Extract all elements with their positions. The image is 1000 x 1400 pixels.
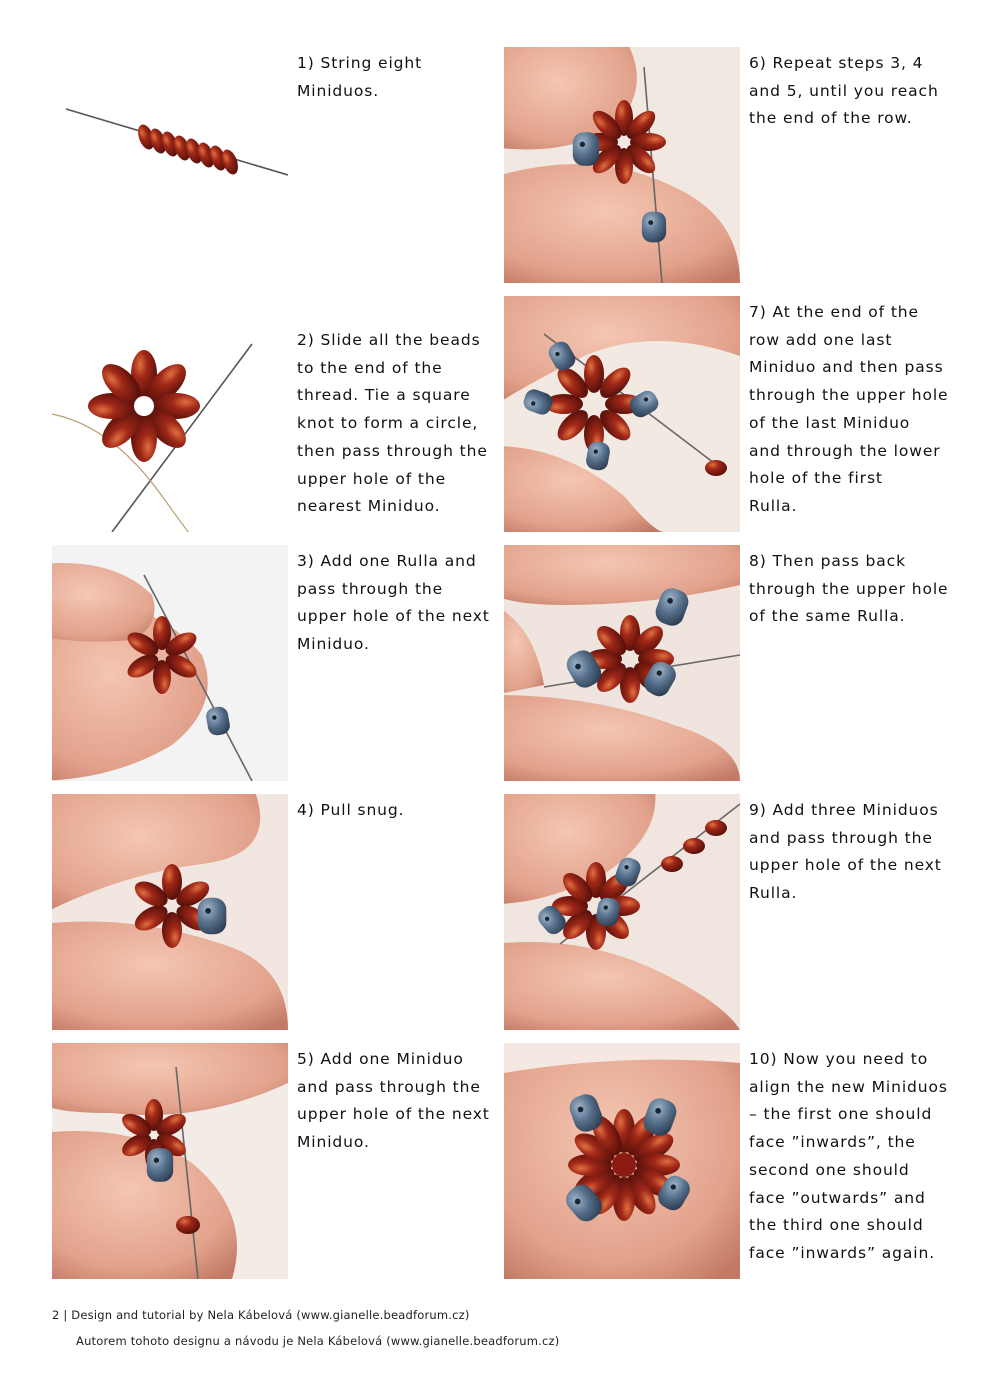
step-5-photo	[52, 1043, 288, 1279]
step-10-text: 10) Now you need to align the new Miniduos – the first one should face ”inwards”, the second one should face ”outwards” and the third one should face ”inwards” again.	[749, 1050, 948, 1262]
footer-credit: 2 | Design and tutorial by Nela Kábelová (www.gianelle.beadforum.cz)	[52, 1308, 470, 1322]
step-1-photo	[52, 47, 288, 283]
step-3-photo	[52, 545, 288, 781]
step-6-photo	[504, 47, 740, 283]
step-2-photo	[52, 296, 288, 532]
step-9-text: 9) Add three Miniduos and pass through the upper hole of the next Rulla.	[749, 801, 942, 903]
step-9-photo	[504, 794, 740, 1030]
step-10-photo	[504, 1043, 740, 1279]
step-4-text: 4) Pull snug.	[297, 801, 405, 819]
step-4-photo	[52, 794, 288, 1030]
step-2-text: 2) Slide all the beads to the end of the thread. Tie a square knot to form a circle, then pass through the upper hole of the nearest Miniduo.	[297, 331, 488, 516]
footer-credit-czech: Autorem tohoto designu a návodu je Nela Kábelová (www.gianelle.beadforum.cz)	[76, 1334, 560, 1348]
step-3-text: 3) Add one Rulla and pass through the upper hole of the next Miniduo.	[297, 552, 490, 654]
step-7-text: 7) At the end of the row add one last Miniduo and then pass through the upper hole of the last Miniduo and through the lower hole of the first Rulla.	[749, 303, 949, 515]
step-8-photo	[504, 545, 740, 781]
step-7-photo	[504, 296, 740, 532]
step-1-text: 1) String eight Miniduos.	[297, 54, 423, 100]
step-6-text: 6) Repeat steps 3, 4 and 5, until you reach the end of the row.	[749, 54, 939, 128]
step-5-text: 5) Add one Miniduo and pass through the upper hole of the next Miniduo.	[297, 1050, 490, 1152]
step-8-text: 8) Then pass back through the upper hole of the same Rulla.	[749, 552, 949, 626]
